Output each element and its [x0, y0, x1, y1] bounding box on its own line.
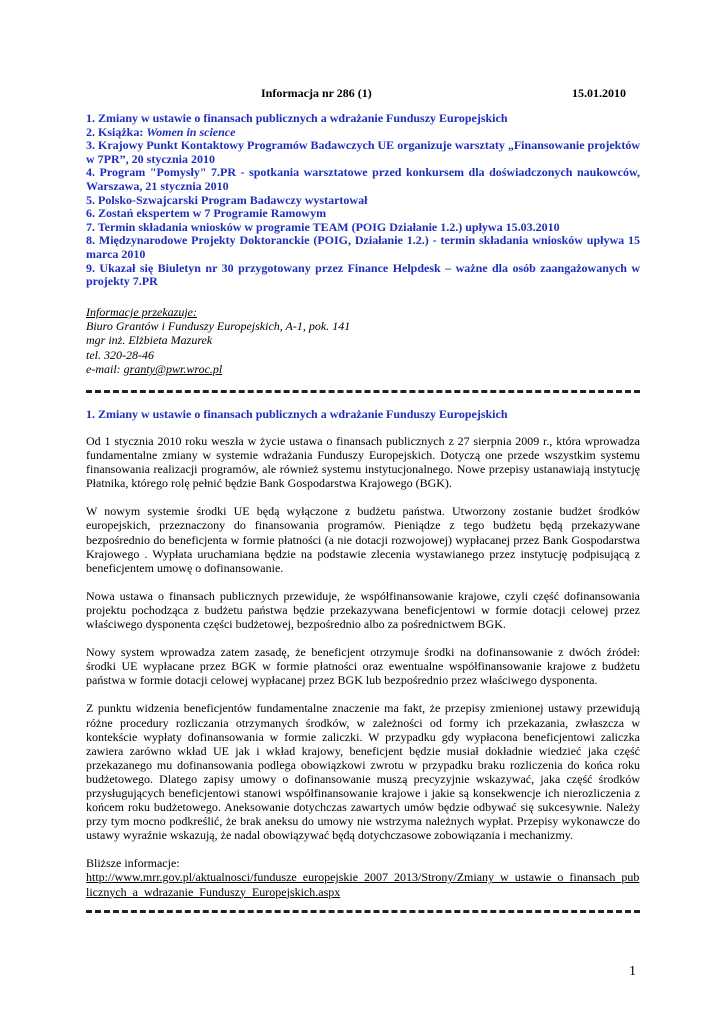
toc-item-8: 8. Międzynarodowe Projekty Doktoranckie (POIG, Działanie 1.2.) - termin składania wniosków upływa 15 marca 2010: [86, 233, 640, 261]
more-info-label: Bliższe informacje:: [86, 856, 180, 871]
toc-item-4: 4. Program "Pomysły" 7.PR - spotkania warsztatowe przed konkursem dla doświadczonych naukowców, Warszawa, 21 stycznia 2010: [86, 165, 640, 193]
contact-person: mgr inż. Elżbieta Mazurek: [86, 333, 213, 348]
contact-phone: tel. 320-28-46: [86, 347, 154, 362]
table-of-contents: [86, 112, 640, 289]
bulletin-title: Informacja nr 286 (1): [261, 86, 372, 100]
section-divider: [86, 390, 640, 393]
section-1-paragraph: Z punktu widzenia beneficjentów fundamentalne znaczenie ma fakt, że przepisy zmienionej ustawy przewidują różne procedury rozliczania otrzymanych środków, w zależności od formy ich przekazania, zwłaszcza w kontekście wypłaty dofinansowania w formie zaliczki. W przypadku gdy wypłacona beneficjentowi zaliczka zawiera zarówno wkład UE jak i wkład krajowy, beneficjent będzie musiał dokładnie wiedzieć jaka część przekazanego mu dofinansowania podlega obowiązkowi zwrotu w przypadku braku rozliczenia do końca roku budżetowego. Dlatego zapisy umowy o dofinansowanie muszą precyzyjnie wskazywać, jaka część środków przysługujących beneficjentowi stanowi współfinansowanie krajowe i jakie są konsekwencje ich nierozliczenia z końcem roku budżetowego. Aneksowanie dotychczas zawartych umów będzie odbywać się sukcesywnie. Należy przy tym mocno podkreślić, że brak aneksu do umowy nie wstrzyma należnych wypłat. Przepisy wykonawcze do ustawy wyraźnie wskazują, że nadal obowiązywać będą dotychczasowe zobowiązania i mechanizmy.: [86, 701, 640, 843]
section-1-paragraph: Nowa ustawa o finansach publicznych przewiduje, że współfinansowanie krajowe, czyli część dofinansowania projektu pochodząca z budżetu państwa będzie przekazywana beneficjentowi w formie dotacji celowej przez właściwego dysponenta części budżetowej, bezpośrednio albo za pośrednictwem BGK.: [86, 588, 640, 632]
section-divider: [86, 910, 640, 913]
contact-info: [86, 305, 640, 376]
section-1-body: [86, 434, 640, 899]
toc-item-6: 6. Zostań ekspertem w 7 Programie Ramowym: [86, 206, 327, 221]
toc-item-2: [86, 126, 640, 140]
toc-item-2-book-title: Women in science: [146, 124, 236, 139]
bulletin-header: [86, 86, 640, 102]
toc-item-1: 1. Zmiany w ustawie o finansach publicznych a wdrażanie Funduszy Europejskich: [86, 111, 508, 125]
bulletin-date: 15.01.2010: [572, 86, 626, 100]
toc-item-5: 5. Polsko-Szwajcarski Program Badawczy wystartował: [86, 192, 368, 207]
toc-item-7: 7. Termin składania wniosków w programie TEAM (POIG Działanie 1.2.) upływa 15.03.2010: [86, 219, 560, 234]
section-1-paragraph: Nowy system wprowadza zatem zasadę, że beneficjent otrzymuje środki na dofinansowanie z dwóch źródeł: środki UE wypłacane przez BGK w formie płatności oraz ewentualne współfinansowanie krajowe z budżetu państwa w formie dotacji celowej wypłacanej przez BGK lub bezpośrednio przez właściwego dysponenta.: [86, 645, 640, 688]
contact-email-label: e-mail:: [86, 361, 124, 376]
contact-email-link[interactable]: granty@pwr.wroc.pl: [123, 361, 223, 376]
section-1-title: 1. Zmiany w ustawie o finansach publicznych a wdrażanie Funduszy Europejskich: [86, 407, 508, 421]
section-1-paragraph: W nowym systemie środki UE będą wyłączone z budżetu państwa. Utworzony zostanie budżet środków europejskich, przeznaczony do finansowania programów. Pieniądze z tego budżetu będą przekazywane bezpośrednio do beneficjenta w formie płatności (a nie dotacji rozwojowej) wypłacanej przez Bank Gospodarstwa Krajowego . Wypłata uruchamiana będzie na podstawie zlecenia wystawianego przez instytucję podpisującą z beneficjentem umowę o dofinansowanie.: [86, 504, 640, 575]
contact-heading: Informacje przekazuje:: [86, 305, 197, 319]
section-1-paragraph: Od 1 stycznia 2010 roku weszła w życie ustawa o finansach publicznych z 27 sierpnia 2009 r., która wprowadza fundamentalne zmiany w systemie wdrażania Funduszy Europejskich. Dotyczą one przede wszystkim systemu finansowania realizacji programów, ale również systemu instytucjonalnego. Nowe przepisy ustanawiają instytucję Płatnika, którego rolę pełnić będzie Bank Gospodarstwa Krajowego (BGK).: [86, 434, 640, 491]
more-info-link[interactable]: http://www.mrr.gov.pl/aktualnosci/fundusze_europejskie_2007_2013/Strony/Zmiany_w_ustawie_o_finansach_publicznych_a_wdrazanie_Funduszy_Europejskich.aspx: [86, 870, 640, 899]
contact-office: Biuro Grantów i Funduszy Europejskich, A-1, pok. 141: [86, 319, 351, 334]
toc-item-3: 3. Krajowy Punkt Kontaktowy Programów Badawczych UE organizuje warsztaty „Finansowanie projektów w 7PR”, 20 stycznia 2010: [86, 138, 640, 166]
more-info: [86, 856, 640, 898]
contact-email-line: [86, 362, 640, 376]
page-number: 1: [629, 964, 636, 979]
toc-item-2-prefix: 2. Książka:: [86, 124, 147, 139]
toc-item-9: 9. Ukazał się Biuletyn nr 30 przygotowany przez Finance Helpdesk – ważne dla osób zaangażowanych w projekty 7.PR: [86, 260, 640, 289]
